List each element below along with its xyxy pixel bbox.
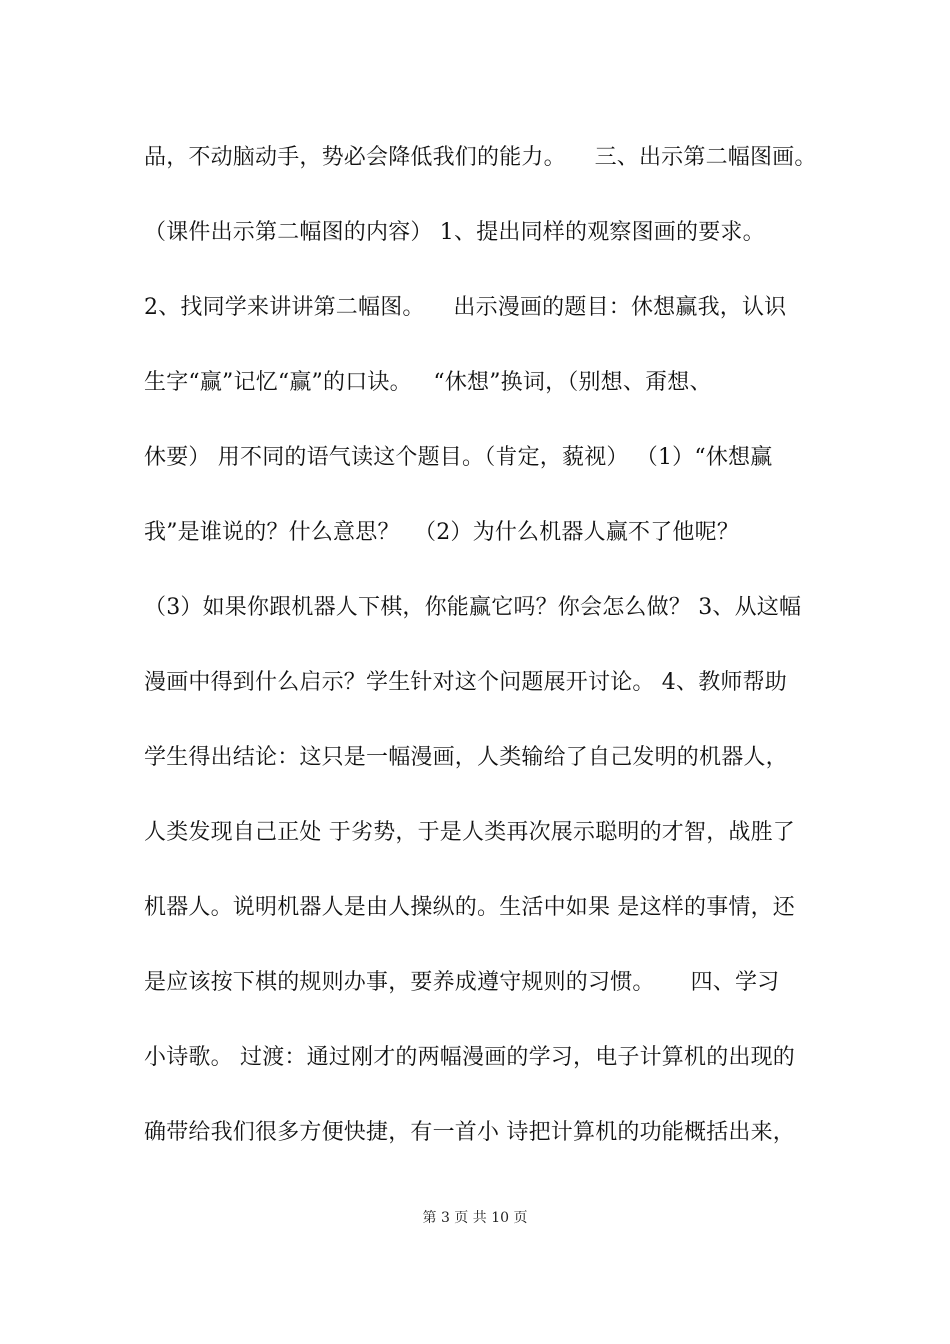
text-line-7: （3）如果你跟机器人下棋，你能赢它吗？你会怎么做？ 3、从这幅 (144, 595, 802, 620)
text-line-3: 2、找同学来讲讲第二幅图。 出示漫画的题目：休想赢我，认识 (144, 295, 787, 320)
text-line-6: 我”是谁说的？什么意思？ （2）为什么机器人赢不了他呢？ (144, 520, 740, 545)
text-line-1: 品，不动脑动手，势必会降低我们的能力。 三、出示第二幅图画。 (144, 145, 817, 170)
text-line-13: 小诗歌。 过渡：通过刚才的两幅漫画的学习，电子计算机的出现的 (144, 1045, 795, 1070)
text-line-5: 休要） 用不同的语气读这个题目。（肯定，藐视） （1）“休想赢 (144, 445, 773, 470)
text-line-14: 确带给我们很多方便快捷，有一首小 诗把计算机的功能概括出来， (144, 1120, 795, 1145)
text-line-2: （课件出示第二幅图的内容） 1、提出同样的观察图画的要求。 (144, 220, 765, 245)
text-line-12: 是应该按下棋的规则办事，要养成遵守规则的习惯。 四、学习 (144, 970, 780, 995)
text-line-10: 人类发现自己正处 于劣势，于是人类再次展示聪明的才智，战胜了 (144, 820, 795, 845)
text-line-8: 漫画中得到什么启示？学生针对这个问题展开讨论。 4、教师帮助 (144, 670, 787, 695)
text-line-9: 学生得出结论：这只是一幅漫画，人类输给了自己发明的机器人， (144, 745, 788, 770)
body-text (144, 137, 824, 1187)
text-line-11: 机器人。说明机器人是由人操纵的。生活中如果 是这样的事情，还 (144, 895, 795, 920)
text-line-4: 生字“赢”记忆“赢”的口诀。 “休想”换词，（别想、甭想、 (144, 370, 712, 395)
page-number-footer: 第 3 页 共 10 页 (422, 1210, 528, 1226)
